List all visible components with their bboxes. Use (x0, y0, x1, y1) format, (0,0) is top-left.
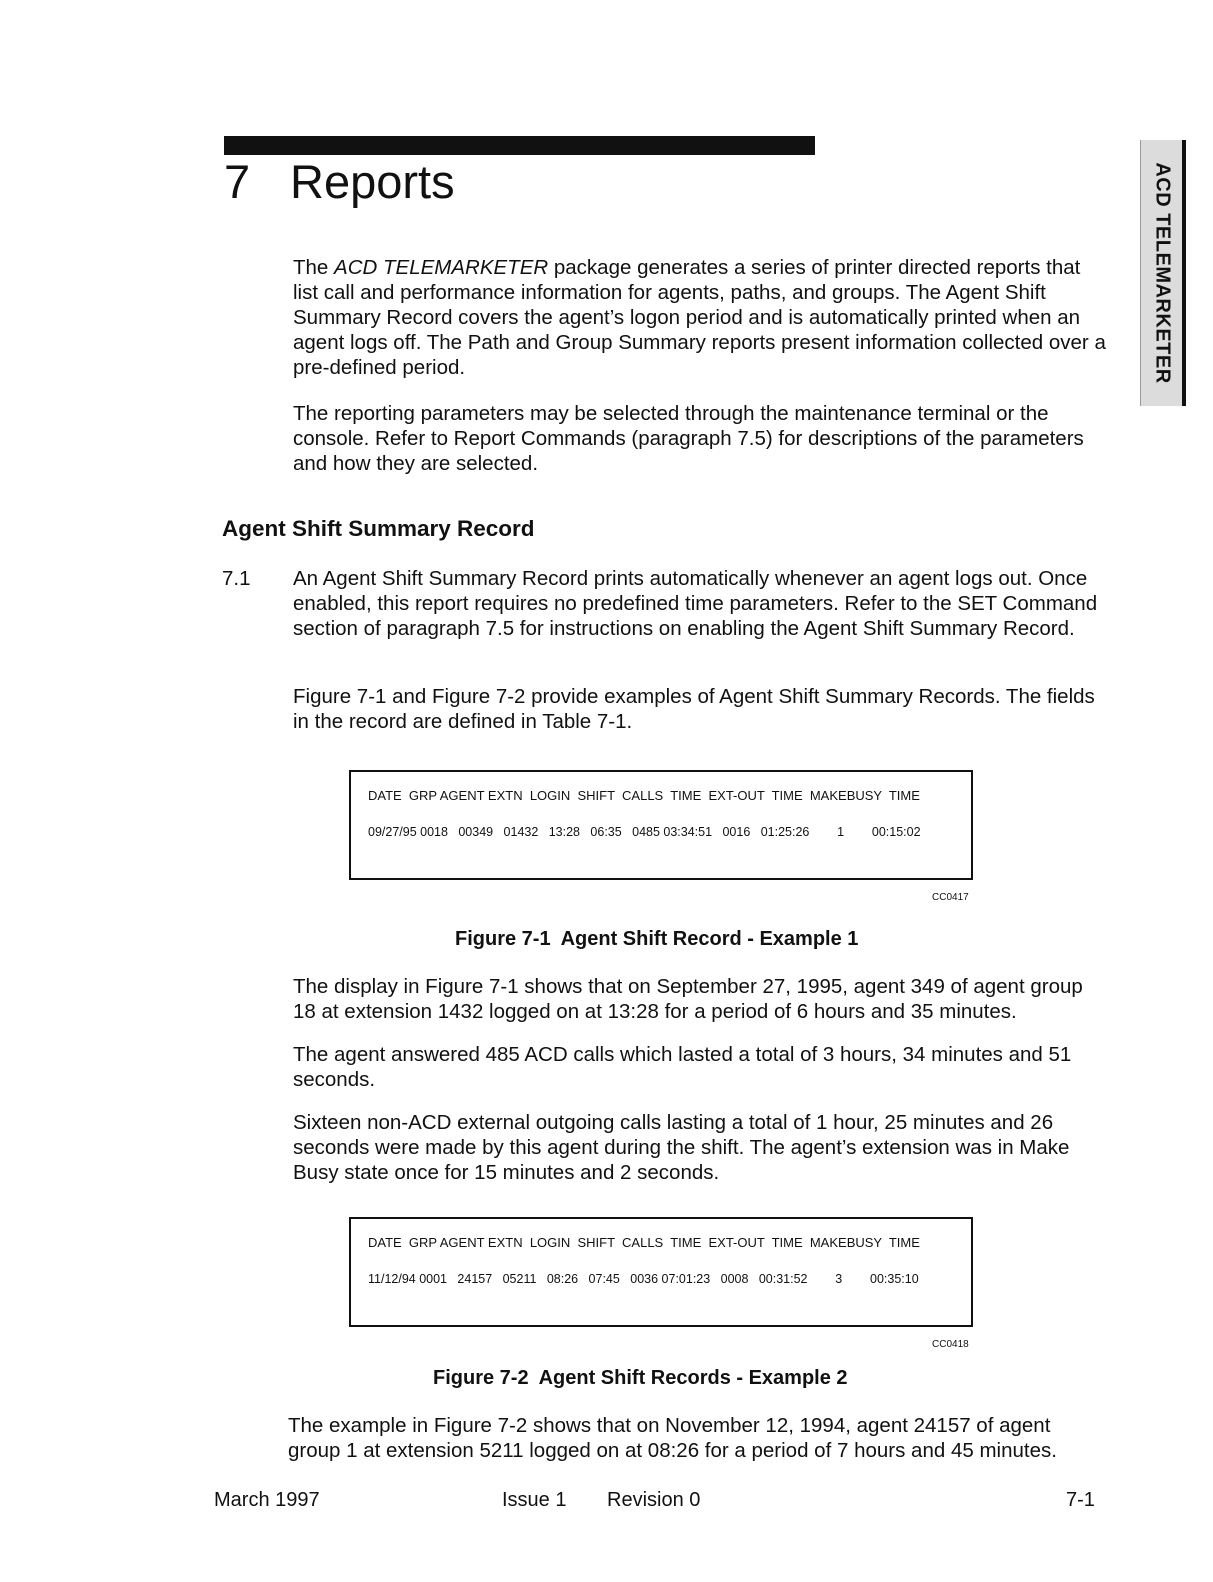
chapter-heading (224, 154, 455, 210)
side-tab-label: ACD TELEMARKETER (1151, 162, 1173, 384)
section-heading: Agent Shift Summary Record (222, 516, 535, 541)
intro-p1-rest: package generates a series of printer directed reports that list call and performance information for agents, paths, and groups. The Agent Shift Summary Record covers the agent’s logon period and is automatically printed when an agent logs off. The Path and Group Summary reports present information collected over a pre-defined period. (293, 256, 1106, 379)
chapter-title: Reports (290, 155, 455, 208)
figure-1-header-row: DATE GRP AGENT EXTN LOGIN SHIFT CALLS TIME EXT-OUT TIME MAKEBUSY TIME (368, 788, 920, 803)
explain-1-paragraph-2: The agent answered 485 ACD calls which lasted a total of 3 hours, 34 minutes and 51 seconds. (293, 1043, 1072, 1091)
figure-1-code: CC0417 (932, 892, 969, 903)
section-paragraph-1: An Agent Shift Summary Record prints automatically whenever an agent logs out. Once enabled, this report requires no predefined time parameters. Refer to the SET Command section of paragraph 7.5 for instructions on enabling the Agent Shift Summary Record. (293, 567, 1098, 640)
footer-page-number: 7-1 (1066, 1489, 1095, 1511)
figure-2-caption-title: Agent Shift Records - Example 2 (538, 1367, 848, 1389)
footer-date: March 1997 (214, 1489, 320, 1511)
intro-paragraph-2: The reporting parameters may be selected through the maintenance terminal or the console. Refer to Report Commands (paragraph 7.5) for descriptions of the parameters and how they are selected. (293, 402, 1084, 475)
figure-2-caption-label: Figure 7-2 (433, 1367, 529, 1389)
footer-issue: Issue 1 (502, 1489, 567, 1511)
paragraph-number: 7.1 (222, 567, 251, 590)
explain-2-paragraph-1: The example in Figure 7-2 shows that on November 12, 1994, agent 24157 of agent group 1 at extension 5211 logged on at 08:26 for a period of 7 hours and 45 minutes. (288, 1414, 1057, 1462)
footer-revision: Revision 0 (607, 1489, 701, 1511)
intro-p1-pre: The (293, 256, 335, 279)
figure-1-caption-title: Agent Shift Record - Example 1 (560, 928, 859, 950)
figure-2-record-box (349, 1217, 973, 1327)
figure-1-caption (455, 928, 858, 951)
figure-2-caption (433, 1367, 848, 1390)
intro-p1-italic: ACD TELEMARKETER (334, 256, 549, 279)
explain-1-paragraph-3: Sixteen non-ACD external outgoing calls lasting a total of 1 hour, 25 minutes and 26 seconds were made by this agent during the shift. The agent’s extension was in Make Busy state once for 15 minutes and 2 seconds. (293, 1111, 1070, 1184)
figure-2-header-row: DATE GRP AGENT EXTN LOGIN SHIFT CALLS TIME EXT-OUT TIME MAKEBUSY TIME (368, 1235, 920, 1250)
figure-1-record-box (349, 770, 973, 880)
explain-1-paragraph-1: The display in Figure 7-1 shows that on September 27, 1995, agent 349 of agent group 18 at extension 1432 logged on at 13:28 for a period of 6 hours and 35 minutes. (293, 975, 1083, 1023)
figure-2-code: CC0418 (932, 1339, 969, 1350)
chapter-number: 7 (224, 155, 251, 208)
intro-paragraph-1 (293, 255, 1108, 380)
figure-1-value-row: 09/27/95 0018 00349 01432 13:28 06:35 0485 03:34:51 0016 01:25:26 1 00:15:02 (368, 825, 921, 839)
chapter-rule (224, 136, 815, 155)
figure-1-caption-label: Figure 7-1 (455, 928, 551, 950)
section-paragraph-2: Figure 7-1 and Figure 7-2 provide examples of Agent Shift Summary Records. The fields in the record are defined in Table 7-1. (293, 685, 1095, 733)
figure-2-value-row: 11/12/94 0001 24157 05211 08:26 07:45 0036 07:01:23 0008 00:31:52 3 00:35:10 (368, 1272, 919, 1286)
side-tab (1140, 140, 1186, 406)
